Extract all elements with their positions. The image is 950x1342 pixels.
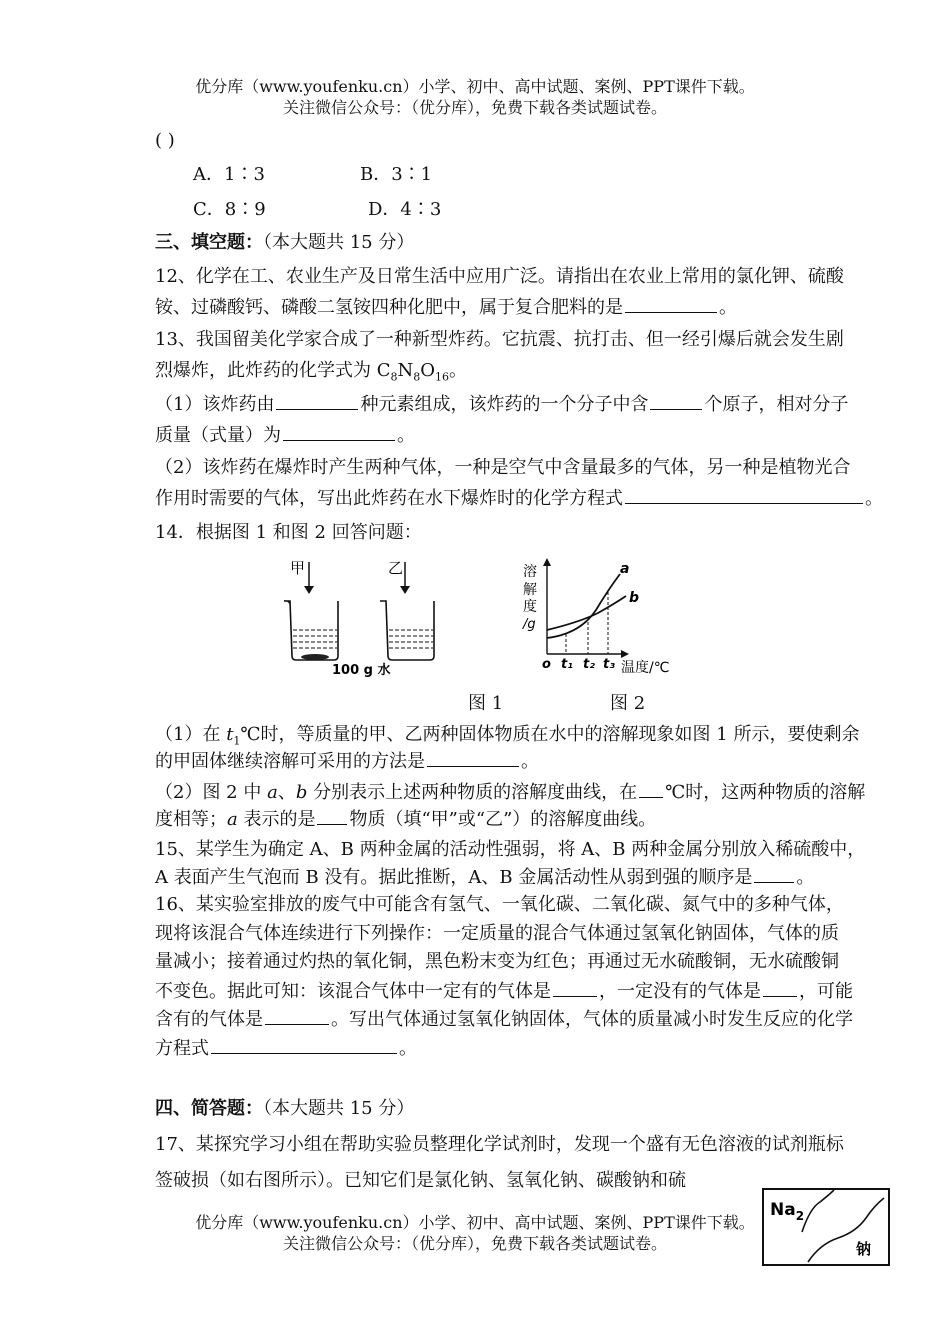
- x-axis-arrow: [621, 650, 629, 658]
- q13-line-2: [155, 358, 467, 391]
- section-3-title: 三、填空题：: [155, 232, 263, 253]
- q14-b-symbol: b: [295, 782, 308, 803]
- figure-2-caption: 图 2: [610, 693, 646, 714]
- q16-line-5: [155, 1006, 853, 1033]
- q16-text-e: 。写出气体通过氢氧化钠固体，气体的质量减小时发生反应的化学: [331, 1009, 853, 1030]
- q16-text-a: 不变色。据此可知：该混合气体中一定有的气体是: [155, 981, 551, 1002]
- q15-line-2: [155, 864, 814, 891]
- y-unit: /g: [523, 617, 536, 632]
- answer-bracket: ( ): [155, 130, 175, 151]
- q14-t-symbol: t: [226, 724, 234, 745]
- q14-p2-text-b: 分别表示上述两种物质的溶解度曲线，在: [307, 782, 638, 803]
- q13-p2-text: 作用时需要的气体，写出此炸药在水下爆炸时的化学方程式: [155, 488, 623, 509]
- label-na: Na: [770, 1200, 796, 1220]
- q14-a-symbol: a: [267, 782, 278, 803]
- q14-p1-text-b: ℃时，等质量的甲、乙两种固体物质在水中的溶解现象如图 1 所示，要使剩余: [240, 724, 860, 745]
- label-yi: 乙: [388, 559, 404, 577]
- q13-period: 。: [449, 360, 468, 381]
- q12-answer-blank[interactable]: [625, 294, 717, 313]
- q13-o: O: [420, 360, 436, 381]
- option-a: A．1∶3: [193, 164, 265, 185]
- footer-line-2: 关注微信公众号：（优分库），免费下载各类试题试卷。: [282, 1234, 667, 1253]
- label-jia: 甲: [290, 559, 306, 577]
- q13-part2-line-1: （2）该炸药在爆炸时产生两种气体，一种是空气中含量最多的气体，另一种是植物光合: [155, 457, 851, 478]
- q16-text-b: ，一定没有的气体是: [599, 981, 761, 1002]
- q15-line-1: 15、某学生为确定 A、B 两种金属的活动性强弱，将 A、B 两种金属分别放入稀硫酸中，: [155, 839, 866, 860]
- q16-end: 。: [399, 1038, 417, 1059]
- q13-part1-line-1: [155, 391, 848, 418]
- section-4-note: （本大题共 15 分）: [263, 1098, 415, 1119]
- q16-text-f: 方程式: [155, 1038, 209, 1059]
- curve-b: [547, 596, 626, 630]
- q12-text: 铵、过磷酸钙、磷酸二氢铵四种化肥中，属于复合肥料的是: [155, 297, 623, 318]
- q14-a-symbol-2: a: [227, 809, 238, 830]
- tick-t1: t₁: [561, 657, 573, 672]
- option-d: D．4∶3: [368, 199, 442, 220]
- water-label: 100 g 水: [332, 663, 391, 678]
- q14-method-blank[interactable]: [427, 748, 519, 767]
- arrow-yi-head: [400, 586, 410, 594]
- option-b: B．3∶1: [360, 164, 433, 185]
- origin-label: o: [542, 657, 551, 672]
- q13-formula-text: 烈爆炸，此炸药的化学式为 C: [155, 360, 391, 381]
- q13-p1-text-a: （1）该炸药由: [155, 394, 275, 415]
- label-na-sub: 2: [795, 1209, 805, 1223]
- figure-1-caption: 图 1: [468, 693, 504, 714]
- q14-temp-blank[interactable]: [639, 779, 663, 798]
- q14-p2-text-f: 物质（填“甲”或“乙”）的溶解度曲线。: [349, 809, 657, 830]
- label-na-cn: 钠: [856, 1240, 872, 1258]
- q13-equation-blank[interactable]: [625, 485, 863, 504]
- option-c: C．8∶9: [193, 199, 266, 220]
- undissolved-solid: [301, 654, 329, 660]
- q16-line-1: 16、某实验室排放的废气中可能含有氢气、一氧化碳、二氧化碳、氮气中的多种气体，: [155, 894, 844, 915]
- q14-substance-blank[interactable]: [317, 806, 347, 825]
- x-axis-label: 温度/℃: [621, 660, 670, 676]
- figure-2-solubility-chart: [520, 558, 690, 680]
- section-4-heading: [155, 1096, 414, 1122]
- q13-sub-n: 8: [413, 370, 421, 384]
- q13-elements-blank[interactable]: [276, 391, 358, 410]
- q14-p2-text-c: ℃时，这两种物质的溶解: [665, 782, 866, 803]
- q16-absent-gas-blank[interactable]: [763, 978, 797, 997]
- q14-p1-text-a: （1）在: [155, 724, 227, 745]
- label-curve-b: b: [629, 590, 640, 606]
- q14-p1-text-c: 的甲固体继续溶解可采用的方法是: [155, 751, 425, 772]
- section-4-title: 四、简答题：: [155, 1098, 263, 1119]
- q15-text: A 表面产生气泡而 B 没有。据此推断，A、B 金属活动性从弱到强的顺序是: [155, 867, 753, 888]
- q13-p1-text-c: 个原子，相对分子: [704, 394, 849, 415]
- section-3-note: （本大题共 15 分）: [263, 232, 415, 253]
- ylabel-char-3: 度: [523, 599, 537, 615]
- q13-line-1: 13、我国留美化学家合成了一种新型炸药。它抗震、抗打击、但一经引爆后就会发生剧: [155, 329, 844, 350]
- ylabel-char-1: 溶: [523, 564, 537, 580]
- q14-p2-text-a: （2）图 2 中: [155, 782, 268, 803]
- q16-text-c: ，可能: [799, 981, 853, 1002]
- q14-comma: 、: [277, 782, 296, 803]
- q15-end: 。: [796, 867, 815, 888]
- q14-p2-text-e: 表示的是: [237, 809, 316, 830]
- q13-sub-o: 16: [435, 370, 450, 384]
- section-3-heading: [155, 230, 414, 256]
- q14-p2-text-d: 度相等；: [155, 809, 227, 830]
- q14-part1-line-2: [155, 748, 539, 775]
- arrow-jia-head: [304, 586, 314, 594]
- header-line-1: 优分库（www.youfenku.cn）小学、初中、高中试题、案例、PPT课件下载。: [195, 77, 755, 96]
- q14-p1-end: 。: [521, 751, 539, 772]
- q12-line-1: 12、化学在工、农业生产及日常生活中应用广泛。请指出在农业上常用的氯化钾、硫酸: [155, 266, 844, 287]
- q14-part2-line-1: [155, 779, 865, 806]
- q13-part1-line-2: [155, 422, 415, 449]
- footer-line-1: 优分库（www.youfenku.cn）小学、初中、高中试题、案例、PPT课件下载。: [195, 1213, 755, 1232]
- q14-intro: 14．根据图 1 和图 2 回答问题：: [155, 522, 422, 543]
- q14-t-sub: 1: [233, 734, 241, 748]
- q16-equation-blank[interactable]: [211, 1035, 397, 1054]
- q13-p1-end: 。: [397, 425, 415, 446]
- q16-line-2: 现将该混合气体连续进行下列操作：一定质量的混合气体通过氢氧化钠固体，气体的质: [155, 923, 839, 944]
- q12-end: 。: [719, 297, 737, 318]
- ylabel-char-2: 解: [523, 582, 537, 598]
- q16-present-gas-blank[interactable]: [553, 978, 597, 997]
- q17-line-1: 17、某探究学习小组在帮助实验员整理化学试剂时，发现一个盛有无色溶液的试剂瓶标: [155, 1134, 844, 1155]
- q14-part2-line-2: [155, 806, 656, 833]
- q16-line-4: [155, 978, 853, 1005]
- tick-t2: t₂: [583, 657, 595, 672]
- q13-p1-text-d: 质量（式量）为: [155, 425, 281, 446]
- q16-line-3: 量减小；接着通过灼热的氧化铜，黑色粉末变为红色；再通过无水硫酸铜，无水硫酸铜: [155, 951, 839, 972]
- header-line-2: 关注微信公众号：（优分库），免费下载各类试题试卷。: [282, 98, 667, 117]
- q13-p2-end: 。: [865, 488, 883, 509]
- q13-n: N: [397, 360, 414, 381]
- q17-line-2: 签破损（如右图所示）。已知它们是氯化钠、氢氧化钠、碳酸钠和硫: [155, 1170, 686, 1191]
- q13-sub-c: 8: [390, 370, 398, 384]
- q16-text-d: 含有的气体是: [155, 1009, 263, 1030]
- q15-order-blank[interactable]: [754, 864, 794, 883]
- q12-line-2: [155, 294, 737, 321]
- q13-part2-line-2: [155, 485, 883, 512]
- damaged-label-figure: [762, 1188, 890, 1266]
- q16-possible-gas-blank[interactable]: [265, 1006, 329, 1025]
- figure-1-beakers: [270, 556, 440, 681]
- q13-p1-text-b: 种元素组成，该炸药的一个分子中含: [360, 394, 649, 415]
- label-curve-a: a: [620, 561, 630, 577]
- y-axis-arrow: [543, 558, 551, 566]
- q13-mass-blank[interactable]: [283, 422, 395, 441]
- tick-t3: t₃: [603, 657, 615, 672]
- q16-line-6: [155, 1035, 417, 1062]
- q13-atoms-blank[interactable]: [650, 391, 702, 410]
